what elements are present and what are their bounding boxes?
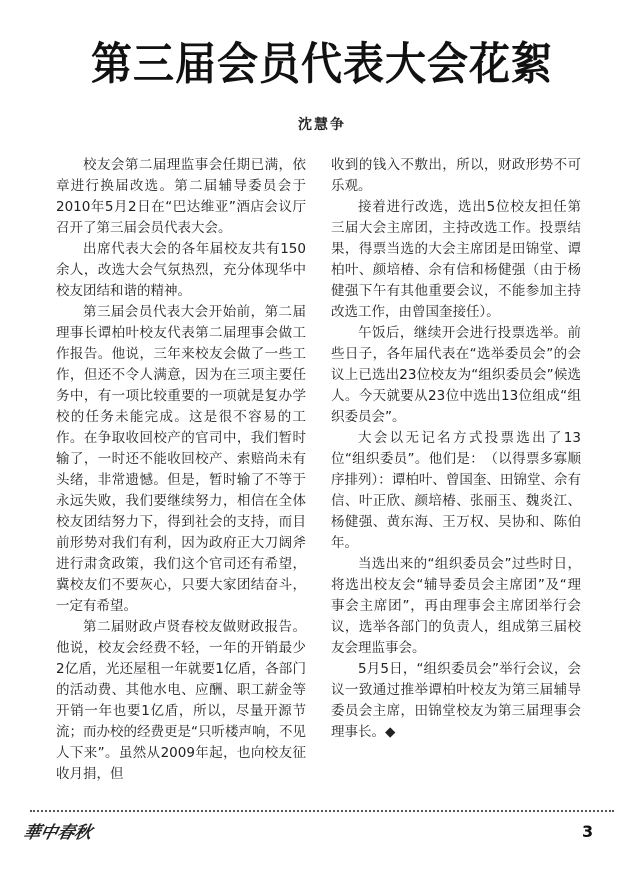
paragraph: 第二届财政卢贤春校友做财政报告。他说，校友会经费不轻，一年的开销最少2亿盾，光还屋租一年就要1亿盾，各部门的活动费、其他水电、应酬、职工薪金等开销一年也要1亿盾，所以，尽量开源节流；而办校的经费更是“只听楼声响，不见人下来”。虽然从2009年起，也向校友征收月捐，但 <box>56 619 306 782</box>
paragraph: 大会以无记名方式投票选出了13位“组织委员”。他们是： （以得票多寡顺序排列）：谭柏叶、曾国奎、田锦堂、佘有信、叶正欣、颜培椿、张丽玉、魏炎江、杨健强、黄东海、王万权、吴协和、陈伯年。 <box>331 430 581 551</box>
left-column <box>56 155 306 785</box>
article-title: 第三届会员代表大会花絮 <box>91 38 553 90</box>
right-column <box>331 155 581 743</box>
paragraph: 接着进行改选，选出5位校友担任第三届大会主席团，主持改选工作。投票结果，得票当选的大会主席团是田锦堂、谭柏叶、颜培椿、佘有信和杨健强（由于杨健强下午有其他重要会议，不能参加主持改选工作，由曾国奎接任）。 <box>331 199 581 320</box>
paragraph: 校友会第二届理监事会任期已满，依章进行换届改选。第二届辅导委员会于2010年5月2日在“巴达维亚”酒店会议厅召开了第三届会员代表大会。 <box>56 157 306 236</box>
paragraph: 当选出来的“组织委员会”过些时日，将选出校友会“辅导委员会主席团”及“理事会主席团”，再由理事会主席团举行会议，选举各部门的负责人，组成第三届校友会理监事会。 <box>331 556 581 656</box>
paragraph: 午饭后，继续开会进行投票选举。前些日子，各年届代表在“选举委员会”的会议上已选出23位校友为“组织委员会”候选人。今天就要从23位中选出13位组成“组织委员会”。 <box>331 325 581 425</box>
paragraph: 出席代表大会的各年届校友共有150余人，改选大会气氛热烈，充分体现华中校友团结和谐的精神。 <box>56 241 306 299</box>
footer-divider <box>30 810 614 812</box>
page-number: 3 <box>582 822 594 841</box>
paragraph: 5月5日，“组织委员会”举行会议，会议一致通过推举谭柏叶校友为第三届辅导委员会主席，田锦堂校友为第三届理事会理事长。◆ <box>331 661 581 740</box>
article-author: 沈慧争 <box>298 117 346 133</box>
publication-logo: 華中春秋 <box>21 823 94 843</box>
paragraph-continuation: 收到的钱入不敷出，所以，财政形势不可乐观。 <box>331 157 581 194</box>
paragraph: 第三届会员代表大会开始前，第二届理事长谭柏叶校友代表第二届理事会做工作报告。他说，三年来校友会做了一些工作，但还不令人满意，因为在三项主要任务中，有一项比较重要的一项就是复办学校的任务未能完成。这是很不容易的工作。在争取收回校产的官司中，我们暂时输了，一时还不能收回校产、索赔尚未有头绪，非常遗憾。但是，暂时输了不等于永远失败，我们要继续努力，相信在全体校友团结努力下，得到社会的支持，而目前形势对我们有利，因为政府正大刀阔斧进行肃贪政策，我们这个官司还有希望，冀校友们不要灰心，只要大家团结奋斗，一定有希望。 <box>56 304 306 614</box>
